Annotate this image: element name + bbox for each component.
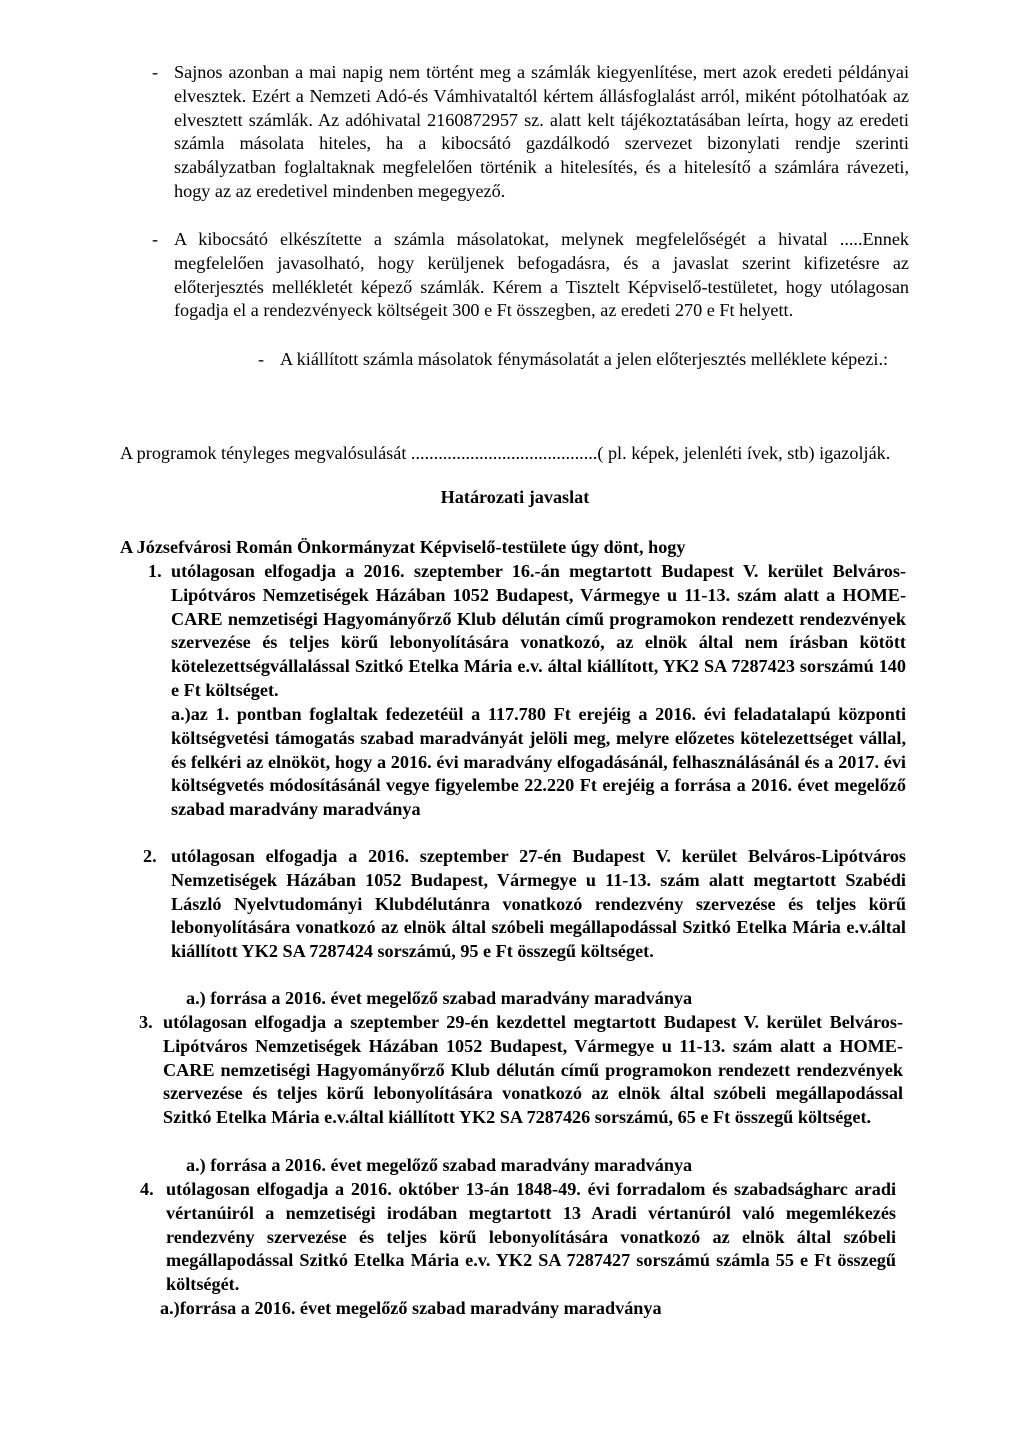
intro-paragraph-1: Sajnos azonban a mai napig nem történt meg a számlák kiegyenlítése, mert azok eredeti példányai elvesztek. Ezért a Nemzeti Adó-és Vámhivataltól kértem állásfoglalást arról, miként pótolhatóak az elvesztett számlák. Az adóhivatal 2160872957 sz. alatt kelt tájékoztatásában leírta, hogy az eredeti számla másolata hiteles, ha a kibocsátó gazdálkodó szervezet bizonylati rendje szerinti szabályzatban foglaltaknak megfelelően történik a hitelesítés, és a hitelesítő a számlára rávezeti, hogy az az eredetivel mindenben megegyező. [174, 62, 909, 201]
resolution-item-2-sub: a.) forrása a 2016. évet megelőző szabad maradvány maradványa [186, 988, 693, 1008]
resolution-item-2: utólagosan elfogadja a 2016. szeptember 27-én Budapest V. kerület Belváros-Lipótváros Nemzetiségek Házában 1052 Budapest, Vármegye u 11-13. szám alatt megtartott Szabédi László Nyelvtudományi Klubdélutánra vonatkozó rendezvény szervezése és teljes körű lebonyolítására vonatkozó az elnök által szóbeli megállapodással Szitkó Etelka Mária e.v.által kiállított YK2 SA 7287424 sorszámú, 95 e Ft összegű költséget. [171, 846, 906, 962]
intro-paragraph-2: A kibocsátó elkészítette a számla másolatokat, melynek megfelelőségét a hivatal .....Ennek megfelelően javasolható, hogy kerüljenek befogadásra, és a javaslat szerint kifizetésre az előterjesztés mellékletét képező számlák. Kérem a Tisztelt Képviselő-testületet, hogy utólagosan fogadja el a rendezvényeck költségeit 300 e Ft összegben, az eredeti 270 e Ft helyett. [174, 229, 909, 321]
item-number: 3. [139, 1012, 153, 1032]
programs-paragraph: A programok tényleges megvalósulását .........................................( pl. képek, jelenléti ívek, stb) igazolják. [120, 443, 891, 463]
resolution-heading: Határozati javaslat [440, 487, 590, 507]
resolution-item-3-sub: a.) forrása a 2016. évet megelőző szabad maradvány maradványa [186, 1155, 693, 1175]
bullet-dash: - [152, 62, 159, 82]
resolution-item-1: utólagosan elfogadja a 2016. szeptember 16.-án megtartott Budapest V. kerület Belváros- Lipótváros Nemzetiségek Házában 1052 Budapest, Vármegye u 11-13. szám alatt a HOME-CARE nemzetiségi Hagyományőrző Klub délután című programokon rendezett rendezvények szervezése és teljes körű lebonyolítására vonatkozó, az elnök által nem írásban kötött kötelezettségvállalással Szitkó Etelka Mária e.v. által kiállított, YK2 SA 7287423 sorszámú 140 e Ft költséget. [171, 561, 906, 700]
resolution-item-1-sub: a.)az 1. pontban foglaltak fedezetéül a 117.780 Ft erejéig a 2016. évi feladatalapú központi költségvetési támogatás szabad maradványát jelöli meg, melyre előzetes kötelezettséget vállal, és felkéri az elnököt, hogy a 2016. évi maradvány elfogadásánál, felhasználásánál és a 2017. évi költségvetés módosításánál vegye figyelembe 22.220 Ft erejéig a forrása a 2016. évet megelőző szabad maradvány maradványa [171, 704, 906, 820]
item-number: 4. [140, 1179, 154, 1199]
resolution-item-4-sub: a.)forrása a 2016. évet megelőző szabad maradvány maradványa [160, 1298, 662, 1318]
resolution-lead: A Józsefvárosi Román Önkormányzat Képviselő-testülete úgy dönt, hogy [120, 537, 686, 557]
item-number: 2. [143, 846, 157, 866]
item-number: 1. [148, 561, 162, 581]
resolution-item-4: utólagosan elfogadja a 2016. október 13-án 1848-49. évi forradalom és szabadságharc aradi vértanúiról a nemzetiségi irodában megtartott 13 Aradi vértanúról való megemlékezés rendezvény szervezése és teljes körű lebonyolítására vonatkozó az elnök által szóbeli megállapodással Szitkó Etelka Mária e.v. YK2 SA 7287427 sorszámú számla 55 e Ft összegű költségét. [166, 1179, 896, 1295]
resolution-item-3: utólagosan elfogadja a szeptember 29-én kezdettel megtartott Budapest V. kerület Belváros- Lipótváros Nemzetiségek Házában 1052 Budapest, Vármegye u 11-13. szám alatt a HOME-CARE nemzetiségi Hagyományőrző Klub délután című programokon rendezett rendezvények szervezése és teljes körű lebonyolítására vonatkozó az elnök által szóbeli megállapodással Szitkó Etelka Mária e.v.által kiállított YK2 SA 7287426 sorszámú, 65 e Ft összegű költséget. [163, 1012, 903, 1128]
bullet-dash: - [258, 349, 265, 369]
intro-paragraph-3: A kiállított számla másolatok fénymásolatát a jelen előterjesztés melléklete képezi.: [280, 349, 889, 369]
bullet-dash: - [152, 229, 159, 249]
